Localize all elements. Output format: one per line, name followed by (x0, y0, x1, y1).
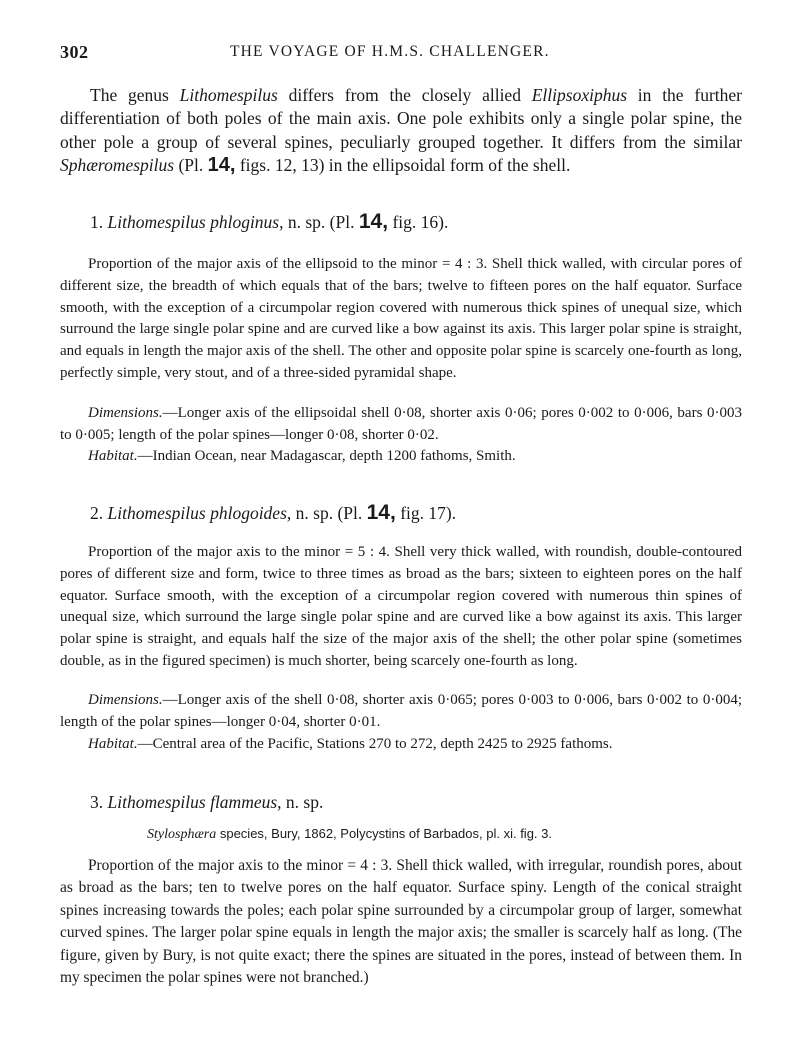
species-3-description: Proportion of the major axis to the minor = 4 : 3. Shell thick walled, with irregular, roundish pores, about as broad as the bars; ten to twelve pores on the half equator. Surface spiny. Length of the conical straight spines increasing towards the poles; each polar spine surrounded by a circumpolar group of larger, somewhat curved spines. The larger polar spine equals in length the major axis; the smaller is scarcely half as long. (The figure, given by Bury, is not quite exact; there the spines are situated in the pores, instead of between them. In my specimen the polar spines were not branched.) (60, 857, 742, 987)
species-1-dimensions: Dimensions.—Longer axis of the ellipsoidal shell 0·08, shorter axis 0·06; pores 0·002 to 0·006, bars 0·003 to 0·005; length of the polar spines—longer 0·08, shorter 0·02. (60, 405, 742, 443)
species-2-name: Lithomespilus phlogoides, (107, 503, 292, 523)
species-1-plate: 14, (358, 210, 389, 233)
running-title: THE VOYAGE OF H.M.S. CHALLENGER. (230, 43, 550, 60)
species-1-name: Lithomespilus phloginus, (107, 212, 284, 232)
page-number: 302 (60, 42, 89, 62)
species-3-reference: Stylosphæra species, Bury, 1862, Polycystins of Barbados, pl. xi. fig. 3. (147, 826, 552, 842)
species-3-name: Lithomespilus flammeus, (107, 792, 282, 812)
allied-genus-name: Ellipsoxiphus (531, 85, 628, 105)
species-2-habitat: Habitat.—Central area of the Pacific, Stations 270 to 272, depth 2425 to 2925 fathoms. (88, 736, 613, 752)
species-2-dimensions: Dimensions.—Longer axis of the shell 0·08, shorter axis 0·065; pores 0·003 to 0·006, bars 0·002 to 0·004; length of the polar spines—longer 0·04, shorter 0·01. (60, 692, 742, 730)
species-3-heading: 3. Lithomespilus flammeus, n. sp. (90, 792, 324, 812)
genus-name: Lithomespilus (179, 85, 278, 105)
species-1-habitat: Habitat.—Indian Ocean, near Madagascar, depth 1200 fathoms, Smith. (88, 448, 516, 464)
page-header (60, 42, 742, 66)
species-1-description: Proportion of the major axis of the ellipsoid to the minor = 4 : 3. Shell thick walled, with circular pores of different size, the breadth of which equals that of the bars; twelve to fifteen pores on the half equator. Surface smooth, with the exception of a circumpolar region covered with numerous thick spines of unequal size, which surround the large single polar spine and are curved like a bow against its axis. This larger polar spine is straight, and equals in length the major axis of the shell. The other and opposite polar spine is scarcely one-fourth as long, perfectly simple, very stout, and of a three-sided pyramidal shape. (60, 256, 742, 381)
species-2-plate: 14, (366, 501, 396, 524)
species-1-heading: 1. Lithomespilus phloginus, n. sp. (Pl. 14, fig. 16). (90, 210, 449, 233)
species-2-description: Proportion of the major axis to the minor = 5 : 4. Shell very thick walled, with roundish, double-contoured pores of different size and form, twice to three times as broad as the bars; sixteen to eighteen pores on the half equator. Surface smooth, with the exception of a circumpolar region covered with numerous thin spines of unequal size, which surround the large single polar spine and are curved like a bow against its axis. This larger polar spine is straight, and equals half the size of the major axis of the shell; the other polar spine (sometimes double, as in the figured specimen) is much shorter, being scarcely one-fourth as long. (60, 544, 742, 669)
species-2-heading: 2. Lithomespilus phlogoides, n. sp. (Pl. 14, fig. 17). (90, 501, 457, 524)
similar-genus-name: Sphæromespilus (60, 155, 175, 176)
reference-genus: Stylosphæra (147, 827, 217, 842)
intro-paragraph: The genus Lithomespilus differs from the closely allied Ellipsoxiphus in the further differentiation of both poles of the main axis. One pole exhibits only a single polar spine, the other pole a group of several spines, peculiarly grouped together. It differs from the similar Sphæromespilus (Pl. 14, figs. 12, 13) in the ellipsoidal form of the shell. (60, 85, 742, 177)
plate-number: 14, (207, 154, 236, 177)
